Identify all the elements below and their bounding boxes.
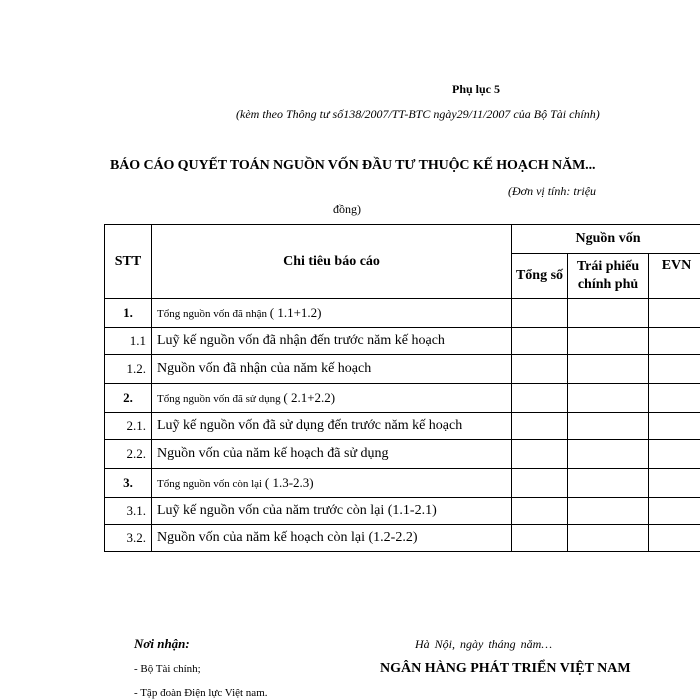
issuer-name: NGÂN HÀNG PHÁT TRIỂN VIỆT NAM — [380, 661, 631, 676]
row-label: Luỹ kế nguồn vốn của năm trước còn lại (1.1-2.1) — [152, 498, 512, 525]
row-label: Luỹ kế nguồn vốn đã sử dụng đến trước năm kế hoạch — [152, 413, 512, 440]
row-label: Nguồn vốn của năm kế hoạch đã sử dụng — [152, 440, 512, 469]
row-label — [152, 469, 512, 498]
report-table — [104, 224, 700, 552]
cell-bonds — [568, 413, 649, 440]
cell-total — [512, 328, 568, 355]
table-row — [105, 469, 700, 498]
unit-note-line1: (Đơn vị tính: triệu — [508, 184, 597, 198]
cell-total — [512, 355, 568, 384]
cell-evn — [649, 299, 700, 328]
cell-evn — [649, 498, 700, 525]
cell-total — [512, 498, 568, 525]
cell-bonds — [568, 299, 649, 328]
report-title: BÁO CÁO QUYẾT TOÁN NGUỒN VỐN ĐẦU TƯ THUỘC KẾ HOẠCH NĂM... — [110, 158, 596, 173]
row-formula: ( 1.1+1.2) — [269, 305, 322, 320]
row-label: Nguồn vốn của năm kế hoạch còn lại (1.2-2.2) — [152, 525, 512, 552]
row-stt: 2. — [105, 384, 152, 413]
table-row — [105, 413, 700, 440]
table-row — [105, 440, 700, 469]
row-stt: 1.2. — [105, 355, 152, 384]
recipient-2: - Tập đoàn Điện lực Việt nam. — [134, 687, 268, 699]
row-stt: 2.1. — [105, 413, 152, 440]
attached-note: (kèm theo Thông tư số138/2007/TT-BTC ngày29/11/2007 của Bộ Tài chính) — [236, 107, 600, 121]
row-formula: ( 2.1+2.2) — [283, 390, 336, 405]
row-stt: 2.2. — [105, 440, 152, 469]
cell-total — [512, 525, 568, 552]
cell-evn — [649, 384, 700, 413]
cell-evn — [649, 469, 700, 498]
table-row — [105, 384, 700, 413]
table-row — [105, 525, 700, 552]
row-formula: ( 1.3-2.3) — [264, 475, 314, 490]
header-total: Tổng số — [512, 254, 568, 299]
cell-total — [512, 469, 568, 498]
row-stt: 3. — [105, 469, 152, 498]
row-stt: 3.1. — [105, 498, 152, 525]
row-label: Luỹ kế nguồn vốn đã nhận đến trước năm kế hoạch — [152, 328, 512, 355]
cell-total — [512, 413, 568, 440]
row-label-text: Tổng nguồn vốn đã sử dụng — [157, 393, 281, 405]
cell-evn — [649, 413, 700, 440]
cell-bonds — [568, 525, 649, 552]
recipients-label: Nơi nhận: — [134, 636, 190, 651]
header-stt: STT — [105, 225, 152, 299]
header-capital-source: Nguồn vốn — [512, 225, 700, 254]
cell-evn — [649, 440, 700, 469]
place-date: Hà Nội, ngày tháng năm… — [415, 637, 552, 651]
table-row — [105, 498, 700, 525]
cell-bonds — [568, 440, 649, 469]
cell-evn — [649, 328, 700, 355]
table-row — [105, 328, 700, 355]
recipient-1: - Bộ Tài chính; — [134, 663, 201, 675]
header-indicator: Chi tiêu báo cáo — [152, 225, 512, 299]
cell-evn — [649, 355, 700, 384]
header-government-bonds: Trái phiếu chính phủ — [568, 254, 649, 299]
cell-bonds — [568, 384, 649, 413]
row-label-text: Tổng nguồn vốn còn lại — [157, 478, 263, 490]
unit-note-line2: đồng) — [333, 202, 361, 216]
table-row — [105, 299, 700, 328]
row-label-text: Tổng nguồn vốn đã nhận — [157, 308, 267, 320]
row-stt: 3.2. — [105, 525, 152, 552]
header-evn: EVN — [649, 254, 700, 299]
row-stt: 1. — [105, 299, 152, 328]
cell-bonds — [568, 355, 649, 384]
cell-bonds — [568, 498, 649, 525]
cell-total — [512, 384, 568, 413]
table-row — [105, 355, 700, 384]
row-stt: 1.1 — [105, 328, 152, 355]
cell-bonds — [568, 469, 649, 498]
row-label — [152, 299, 512, 328]
cell-total — [512, 299, 568, 328]
cell-total — [512, 440, 568, 469]
cell-bonds — [568, 328, 649, 355]
cell-evn — [649, 525, 700, 552]
row-label — [152, 384, 512, 413]
appendix-label: Phụ lục 5 — [452, 82, 501, 96]
row-label: Nguồn vốn đã nhận của năm kế hoạch — [152, 355, 512, 384]
